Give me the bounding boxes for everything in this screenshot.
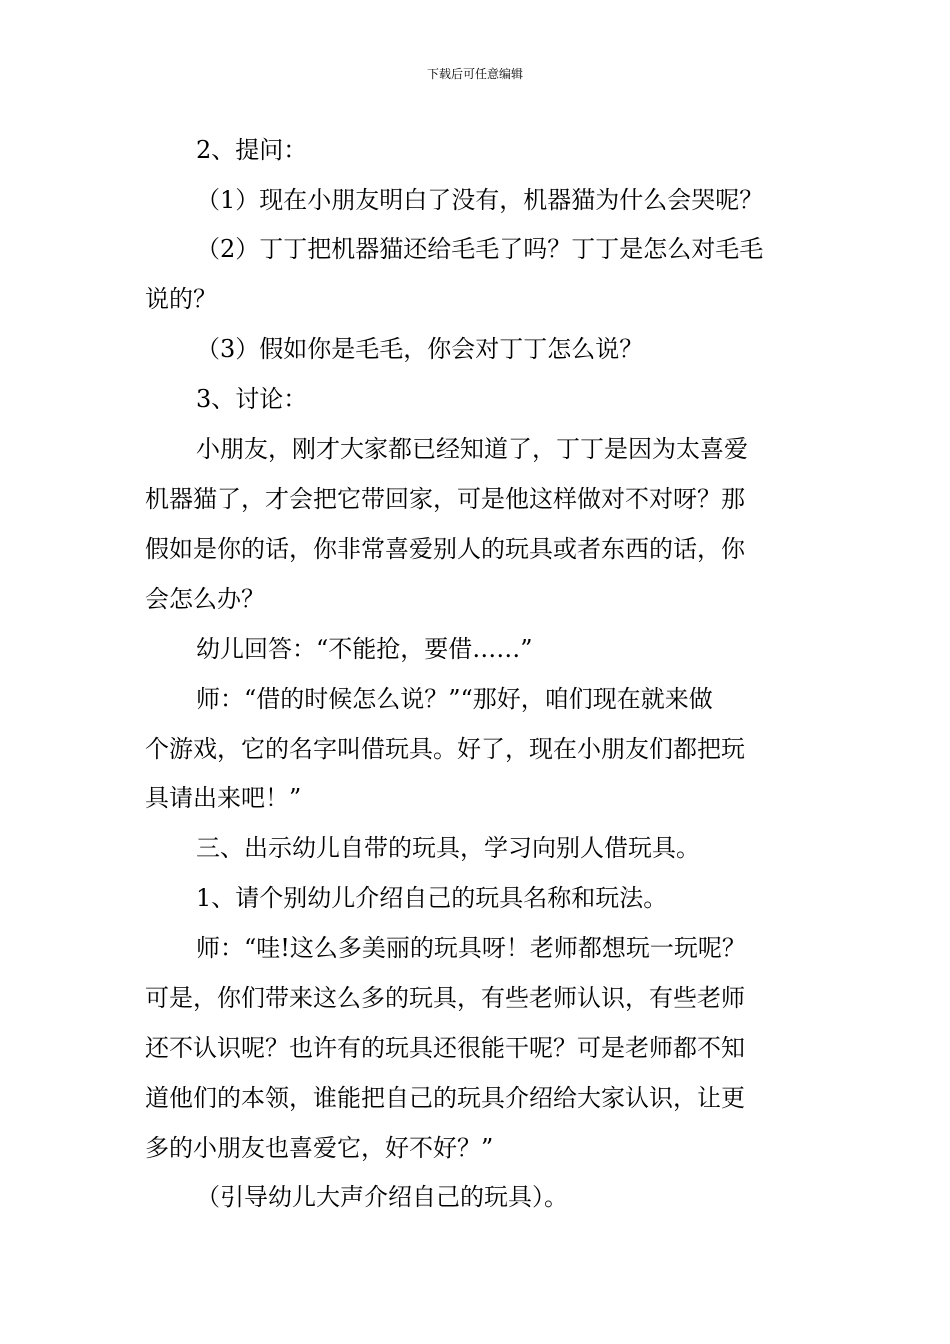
- teacher-speech-line-3: 还不认识呢？也许有的玩具还很能干呢？可是老师都不知: [145, 1034, 745, 1062]
- section-heading-three: 三、出示幼儿自带的玩具，学习向别人借玩具。: [196, 834, 700, 862]
- discussion-paragraph-line-1: 小朋友，刚才大家都已经知道了，丁丁是因为太喜爱: [196, 435, 748, 463]
- step-1: 1、请个别幼儿介绍自己的玩具名称和玩法。: [196, 884, 668, 912]
- teacher-speech-line-4: 道他们的本领，谁能把自己的玩具介绍给大家认识，让更: [145, 1084, 745, 1112]
- question-2-line-2: 说的？: [145, 285, 217, 313]
- page-header: 下载后可任意编辑: [426, 67, 523, 81]
- child-answer: 幼儿回答：“不能抢，要借……”: [196, 635, 533, 663]
- teacher-speech-line-5: 多的小朋友也喜爱它，好不好？”: [145, 1134, 494, 1162]
- question-3: （3）假如你是毛毛，你会对丁丁怎么说？: [196, 335, 644, 363]
- question-1: （1）现在小朋友明白了没有，机器猫为什么会哭呢？: [196, 186, 764, 214]
- guide-note: （引导幼儿大声介绍自己的玩具）。: [196, 1183, 568, 1211]
- question-2-line-1: （2）丁丁把机器猫还给毛毛了吗？丁丁是怎么对毛毛: [196, 235, 764, 263]
- section-heading-questions: 2、提问：: [196, 136, 308, 164]
- discussion-paragraph-line-3: 假如是你的话，你非常喜爱别人的玩具或者东西的话，你: [145, 535, 745, 563]
- teacher-speech-line-2: 可是，你们带来这么多的玩具，有些老师认识，有些老师: [145, 984, 745, 1012]
- teacher-speech-line-1: 师：“哇!这么多美丽的玩具呀！老师都想玩一玩呢？: [196, 934, 746, 962]
- teacher-paragraph-line-1: 师：“借的时候怎么说？”“那好，咱们现在就来做: [196, 685, 713, 713]
- section-heading-discussion: 3、讨论：: [196, 385, 308, 413]
- teacher-paragraph-line-3: 具请出来吧！”: [145, 784, 302, 812]
- discussion-paragraph-line-4: 会怎么办？: [145, 585, 265, 613]
- teacher-paragraph-line-2: 个游戏，它的名字叫借玩具。好了，现在小朋友们都把玩: [145, 735, 745, 763]
- discussion-paragraph-line-2: 机器猫了，才会把它带回家，可是他这样做对不对呀？那: [145, 485, 745, 513]
